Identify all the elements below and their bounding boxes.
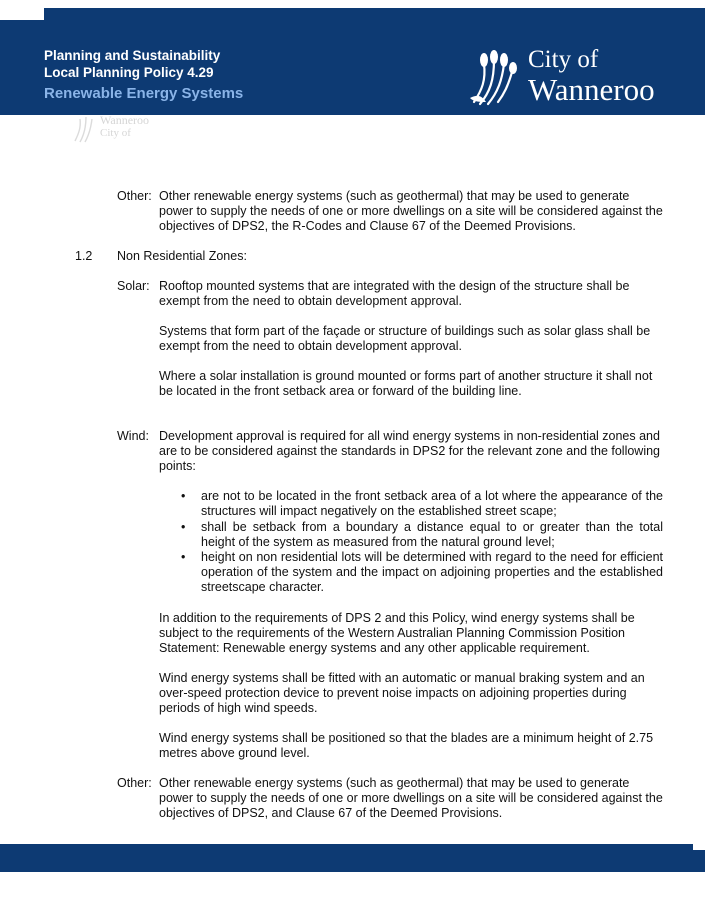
watermark-text-city: City of (100, 127, 131, 139)
page-header (0, 8, 705, 115)
kangaroo-paw-logo-icon (468, 50, 524, 106)
solar-paragraph-2: Systems that form part of the façade or structure of buildings such as solar glass shall be exempt from the need to obtain development approval. (159, 324, 651, 353)
section-heading: Non Residential Zones: (117, 249, 247, 263)
wind-paragraph-1: Development approval is required for all wind energy systems in non-residential zones and are to be considered against the standards in DPS2 for the relevant zone and the following points: (159, 429, 661, 473)
wind-bullet-3: height on non residential lots will be determined with regard to the need for efficient operation of the system and the impact on adjoining properties and the established streetscape character. (201, 550, 663, 594)
header-policy-number: Local Planning Policy 4.29 (44, 65, 214, 80)
solar-paragraph-3: Where a solar installation is ground mounted or forms part of another structure it shall not be located in the front setback area or forward of the building line. (159, 369, 653, 398)
other-label-1: Other: (117, 189, 152, 203)
bullet-marker: • (181, 520, 186, 534)
header-text-block (44, 47, 243, 102)
watermark-text-name: Wanneroo (100, 113, 150, 127)
city-logo (468, 44, 678, 110)
wind-bullet-1: are not to be located in the front setback area of a lot where the appearance of the structures will impact negatively on the established street scape; (201, 489, 663, 518)
other-label-2: Other: (117, 776, 152, 790)
wind-paragraph-4: Wind energy systems shall be positioned so that the blades are a minimum height of 2.75 metres above ground level. (159, 731, 654, 760)
solar-paragraph-1: Rooftop mounted systems that are integrated with the design of the structure shall be exempt from the need to obtain development approval. (159, 279, 630, 308)
header-department: Planning and Sustainability (44, 48, 221, 63)
logo-city-of-text: City of (528, 46, 599, 73)
wind-paragraph-2: In addition to the requirements of DPS 2 and this Policy, wind energy systems shall be subject to the requirements of the Western Australian Planning Commission Position Statement: Renewable energy systems and any other applicable requirement. (159, 611, 635, 655)
wind-paragraph-3: Wind energy systems shall be fitted with an automatic or manual braking system and an over-speed protection device to prevent noise impacts on adjoining properties during periods of high wind speeds. (159, 671, 645, 715)
bullet-marker: • (181, 489, 186, 503)
watermark-logo (72, 113, 182, 145)
other-paragraph-2: Other renewable energy systems (such as geothermal) that may be used to generate power to supply the needs of one or more dwellings on a site will be considered against the objectives of DPS2, and Clause 67 of the Deemed Provisions. (159, 776, 663, 820)
other-paragraph-1: Other renewable energy systems (such as geothermal) that may be used to generate power to supply the needs of one or more dwellings on a site will be considered against the objectives of DPS2, the R-Codes and Clause 67 of the Deemed Provisions. (159, 189, 663, 233)
bullet-marker: • (181, 550, 186, 564)
wind-bullet-2: shall be setback from a boundary a distance equal to or greater than the total height of the system as measured from the natural ground level; (201, 520, 663, 549)
header-policy-title: Renewable Energy Systems (44, 85, 244, 102)
solar-label: Solar: (117, 279, 150, 293)
section-number: 1.2 (75, 249, 93, 263)
logo-wanneroo-text: Wanneroo (528, 72, 655, 107)
watermark-logo-icon (72, 113, 98, 143)
wind-label: Wind: (117, 429, 149, 443)
header-notch (0, 8, 44, 20)
footer-notch (693, 844, 705, 850)
page-footer-bar (0, 844, 705, 872)
